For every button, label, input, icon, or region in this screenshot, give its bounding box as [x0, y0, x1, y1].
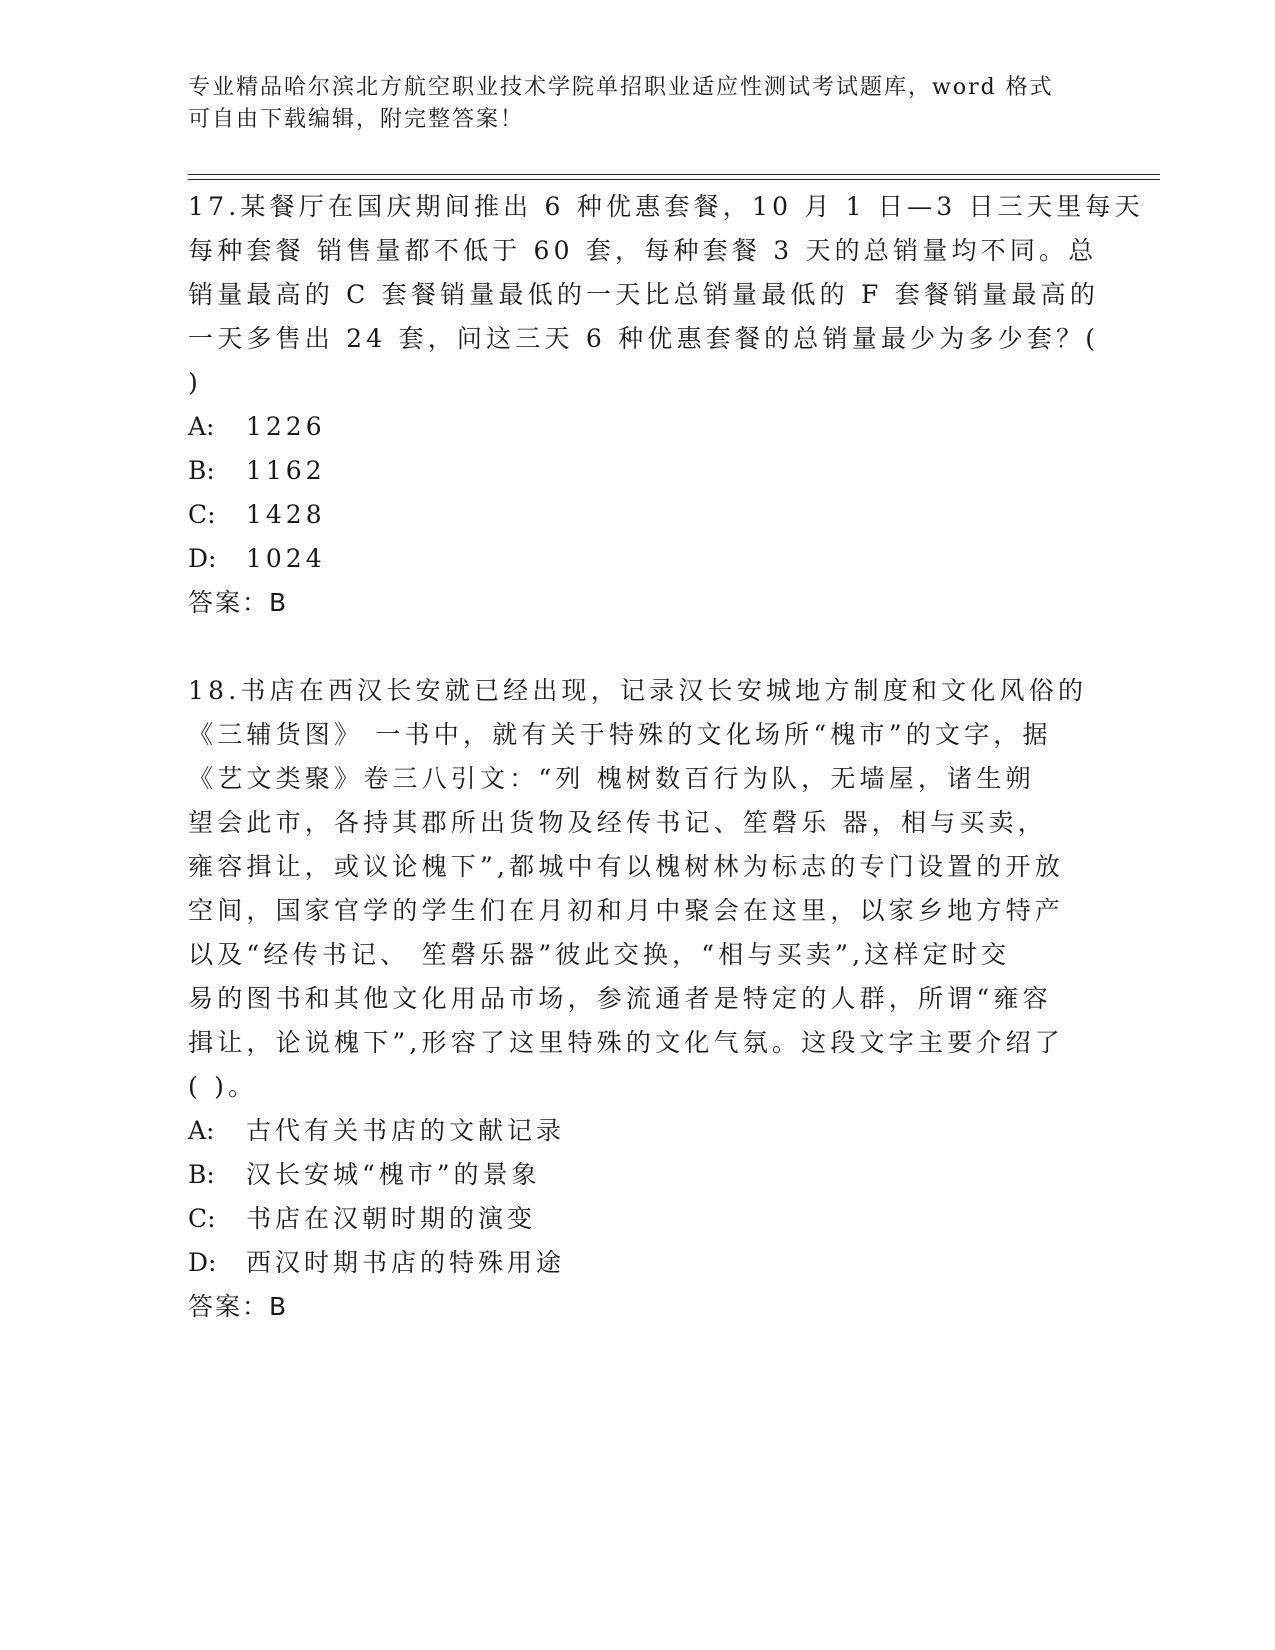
option-d — [188, 1245, 565, 1281]
question-text-line: 空间，国家官学的学生们在月初和月中聚会在这里，以家乡地方特产 — [188, 896, 1065, 925]
option-text: 古代有关书店的文献记录 — [246, 1116, 566, 1145]
option-letter: D: — [188, 1248, 217, 1277]
option-letter: D: — [188, 544, 217, 573]
question-text-line: 易的图书和其他文化用品市场，参流通者是特定的人群，所谓“雍容 — [188, 984, 1052, 1013]
option-b — [188, 1157, 541, 1193]
question-text-line: 《艺文类聚》卷三八引文：“列 槐树数百行为队，无墙屋，诸生朔 — [188, 764, 1035, 793]
option-letter: C: — [188, 500, 216, 529]
header-divider-top — [188, 174, 1160, 175]
option-text: 1162 — [246, 456, 326, 485]
option-text: 1428 — [246, 500, 326, 529]
option-c — [188, 1201, 536, 1237]
question-text-line: 望会此市，各持其郡所出货物及经传书记、笙磬乐 器，相与买卖， — [188, 808, 1047, 837]
question-text-line: 以及“经传书记、 笙磬乐器”彼此交换，“相与买卖”,这样定时交 — [188, 940, 1011, 969]
answer-line: 答案：B — [188, 1292, 289, 1321]
question-text-line: ) — [188, 368, 202, 397]
question-text-line: 雍容揖让，或议论槐下”,都城中有以槐树林为标志的专门设置的开放 — [188, 852, 1064, 881]
option-letter: B: — [188, 456, 215, 485]
option-c — [188, 497, 326, 533]
question-text-line: 《三辅货图》 一书中，就有关于特殊的文化场所“槐市”的文字，据 — [188, 720, 1052, 749]
option-letter: C: — [188, 1204, 216, 1233]
option-text: 1024 — [246, 544, 326, 573]
option-text: 西汉时期书店的特殊用途 — [246, 1248, 566, 1277]
question-text-line: 一天多售出 24 套，问这三天 6 种优惠套餐的总销量最少为多少套？( — [188, 324, 1100, 353]
question-text-line: ( )。 — [188, 1072, 258, 1101]
option-text: 书店在汉朝时期的演变 — [246, 1204, 537, 1233]
option-letter: A: — [188, 412, 215, 441]
option-b — [188, 453, 326, 489]
option-letter: A: — [188, 1116, 215, 1145]
question-text-line: 17.某餐厅在国庆期间推出 6 种优惠套餐，10 月 1 日—3 日三天里每天 — [188, 192, 1144, 221]
header-line: 可自由下载编辑，附完整答案！ — [188, 107, 525, 132]
question-text-line: 销量最高的 C 套餐销量最低的一天比总销量最低的 F 套餐销量最高的 — [188, 280, 1100, 309]
header-line: 专业精品哈尔滨北方航空职业技术学院单招职业适应性测试考试题库，word 格式 — [188, 75, 1054, 100]
question-text-line: 18.书店在西汉长安就已经出现，记录汉长安城地方制度和文化风俗的 — [188, 676, 1088, 705]
option-text: 汉长安城“槐市”的景象 — [246, 1160, 541, 1189]
option-d — [188, 541, 326, 577]
header-divider-bottom — [188, 179, 1160, 180]
option-a — [188, 1113, 565, 1149]
option-a — [188, 409, 326, 445]
answer-line: 答案：B — [188, 588, 289, 617]
option-letter: B: — [188, 1160, 215, 1189]
question-text-line: 每种套餐 销售量都不低于 60 套，每种套餐 3 天的总销量均不同。总 — [188, 236, 1098, 265]
option-text: 1226 — [246, 412, 326, 441]
question-text-line: 揖让，论说槐下”,形容了这里特殊的文化气氛。这段文字主要介绍了 — [188, 1028, 1064, 1057]
